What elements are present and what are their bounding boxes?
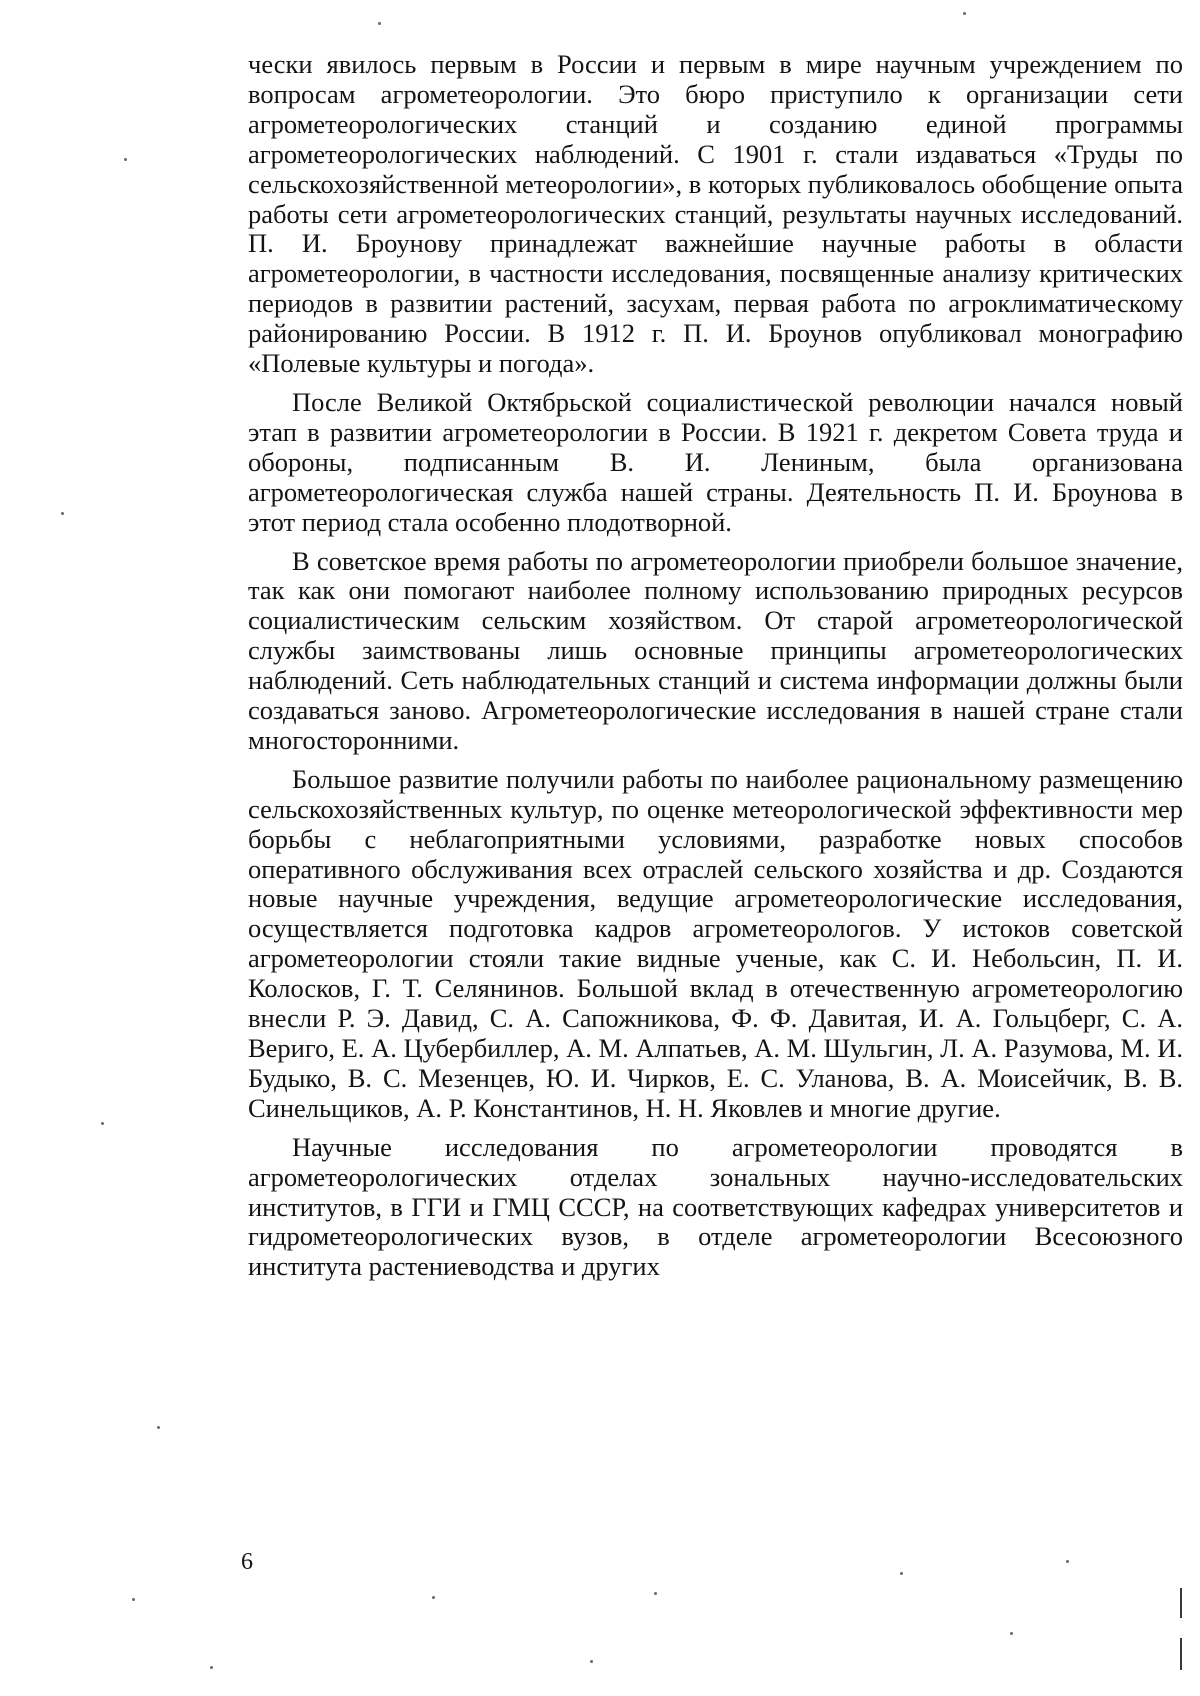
paragraph-1: чески явилось первым в России и первым в мире научным учреждением по вопросам агрометеорологии. Это бюро приступило к организации сети агрометеорологических станций и созданию единой программы агрометеорологических наблюдений. С 1901 г. стали издаваться «Труды по сельскохозяйственной метеорологии», в которых публиковалось обобщение опыта работы сети агрометеорологических станций, результаты научных исследований. П. И. Броунову принадлежат важнейшие научные работы в области агрометеорологии, в частности исследования, посвященные анализу критических периодов в развитии растений, засухам, первая работа по агроклиматическому районированию России. В 1912 г. П. И. Броунов опубликовал монографию «Полевые культуры и погода». [248, 49, 1183, 379]
scan-speck [1066, 1560, 1069, 1563]
scan-edge-mark [1180, 1638, 1182, 1670]
paragraph-2: После Великой Октябрьской социалистической революции начался новый этап в развитии агрометеорологии в России. В 1921 г. декретом Совета труда и обороны, подписанным В. И. Лениным, была организована агрометеорологическая служба нашей страны. Деятельность П. И. Броунова в этот период стала особенно плодотворной. [248, 386, 1183, 537]
scan-edge-mark [1180, 1588, 1182, 1618]
paragraph-3: В советское время работы по агрометеорологии приобрели большое значение, так как они помогают наиболее полному использованию природных ресурсов социалистическим сельским хозяйством. От старой агрометеорологической службы заимствованы лишь основные принципы агрометеорологических наблюдений. Сеть наблюдательных станций и система информации должны были создаваться заново. Агрометеорологические исследования в нашей стране стали многосторонними. [248, 545, 1183, 755]
scan-speck [590, 1660, 593, 1663]
paragraph-4: Большое развитие получили работы по наиболее рациональному размещению сельскохозяйственных культур, по оценке метеорологической эффективности мер борьбы с неблагоприятными условиями, разработке новых способов оперативного обслуживания всех отраслей сельского хозяйства и др. Создаются новые научные учреждения, ведущие агрометеорологические исследования, осуществляется подготовка кадров агрометеорологов. У истоков советской агрометеорологии стояли такие видные ученые, как С. И. Небольсин, П. И. Колосков, Г. Т. Селянинов. Большой вклад в отечественную агрометеорологию внесли Р. Э. Давид, С. А. Сапожникова, Ф. Ф. Давитая, И. А. Гольцберг, С. А. Вериго, Е. А. Цубербиллер, А. М. Алпатьев, А. М. Шульгин, Л. А. Разумова, М. И. Будыко, В. С. Мезенцев, Ю. И. Чирков, Е. С. Уланова, В. А. Моисейчик, В. В. Синельщиков, А. Р. Константинов, Н. Н. Яковлев и многие другие. [248, 763, 1183, 1123]
scan-speck [432, 1596, 435, 1599]
paragraph-5: Научные исследования по агрометеорологии проводятся в агрометеорологических отделах зональных научно-исследовательских институтов, в ГГИ и ГМЦ СССР, на соответствующих кафедрах университетов и гидрометеорологических вузов, в отделе агрометеорологии Всесоюзного института растениеводства и других [248, 1131, 1183, 1282]
scan-speck [963, 12, 966, 15]
scan-speck [210, 1666, 213, 1669]
page-number: 6 [241, 1549, 253, 1575]
scan-speck [124, 158, 127, 161]
scan-speck [900, 1572, 903, 1575]
body-text [248, 50, 1183, 1291]
scan-speck [101, 1122, 104, 1125]
scan-speck [61, 512, 64, 515]
scan-speck [654, 1592, 657, 1595]
scan-speck [1010, 1632, 1013, 1635]
scan-speck [378, 22, 381, 25]
scan-speck [132, 1598, 135, 1601]
scan-speck [157, 1426, 160, 1429]
